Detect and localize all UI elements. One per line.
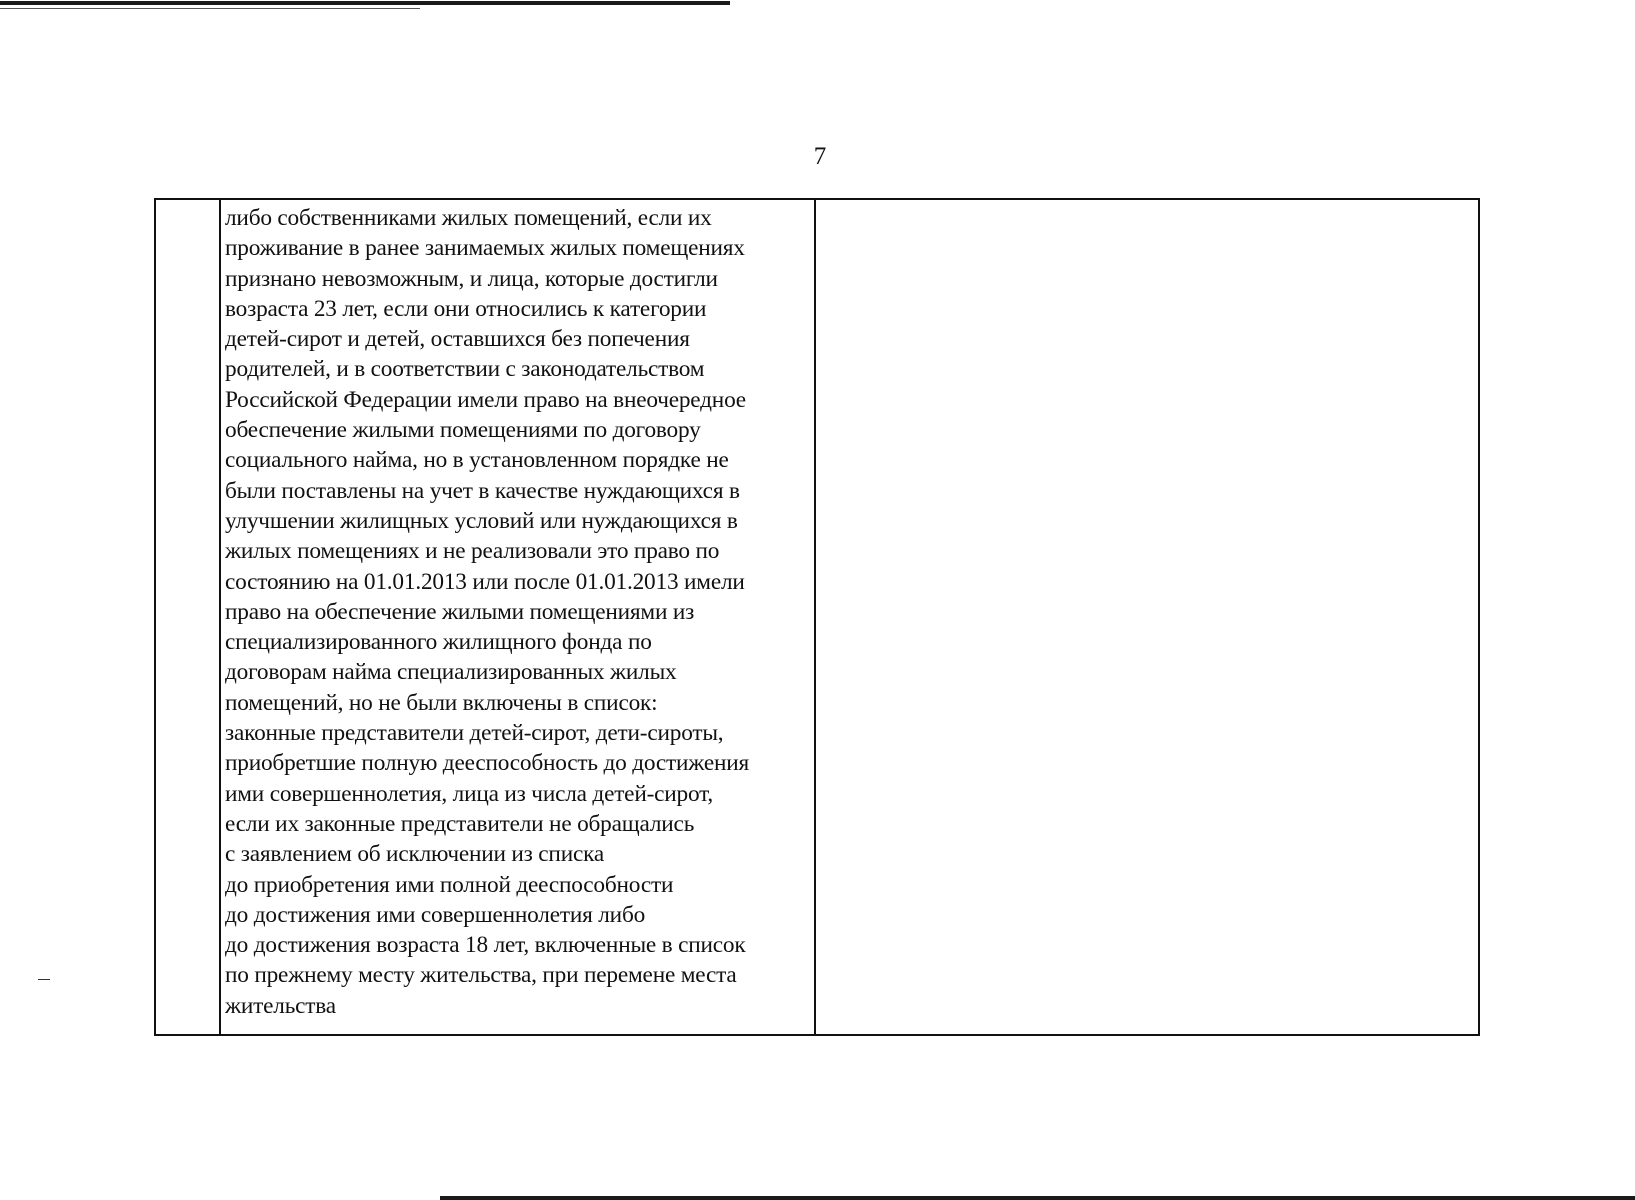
description-line: проживание в ранее занимаемых жилых помещениях — [225, 235, 745, 262]
description-line: по прежнему месту жительства, при перемене места — [225, 962, 737, 989]
description-line: детей-сирот и детей, оставшихся без попечения — [225, 326, 690, 353]
document-table — [154, 198, 1480, 1036]
description-line: обеспечение жилыми помещениями по договору — [225, 417, 701, 444]
description-line: Российской Федерации имели право на внеочередное — [225, 386, 746, 413]
description-line: жилых помещениях и не реализовали это право по — [225, 538, 720, 565]
description-line: либо собственниками жилых помещений, если их — [225, 205, 712, 231]
description-line: приобретшие полную дееспособность до достижения — [225, 750, 750, 777]
description-line: с заявлением об исключении из списка — [225, 841, 605, 868]
table-column-divider — [219, 200, 221, 1034]
scan-edge-top-thin — [0, 8, 420, 9]
scan-edge-top — [0, 1, 730, 5]
description-line: улучшении жилищных условий или нуждающихся в — [225, 507, 738, 534]
description-line: специализированного жилищного фонда по — [225, 629, 652, 656]
description-line: до достижения ими совершеннолетия либо — [225, 901, 646, 928]
description-line: до достижения возраста 18 лет, включенные в список — [225, 932, 746, 959]
page-number: 7 — [813, 143, 827, 170]
description-line: жительства — [225, 992, 336, 1019]
description-line: состоянию на 01.01.2013 или после 01.01.2013 имели — [225, 568, 745, 595]
description-line: были поставлены на учет в качестве нуждающихся в — [225, 477, 740, 504]
description-line: ими совершеннолетия, лица из числа детей-сирот, — [225, 780, 714, 807]
description-line: родителей, и в соответствии с законодательством — [225, 356, 705, 383]
scan-artifact — [38, 979, 50, 980]
description-line: до приобретения ими полной дееспособности — [225, 871, 674, 898]
description-line: возраста 23 лет, если они относились к категории — [225, 295, 707, 322]
description-line: право на обеспечение жилыми помещениями из — [225, 598, 695, 625]
description-line: признано невозможным, и лица, которые достигли — [225, 265, 718, 292]
scan-edge-bottom — [440, 1196, 1635, 1200]
description-line: законные представители детей-сирот, дети-сироты, — [225, 720, 724, 747]
description-line: если их законные представители не обращались — [225, 810, 695, 837]
table-cell-description — [225, 203, 815, 1021]
description-line: социального найма, но в установленном порядке не — [225, 447, 729, 474]
description-line: договорам найма специализированных жилых — [225, 659, 677, 686]
description-line: помещений, но не были включены в список: — [225, 689, 658, 716]
